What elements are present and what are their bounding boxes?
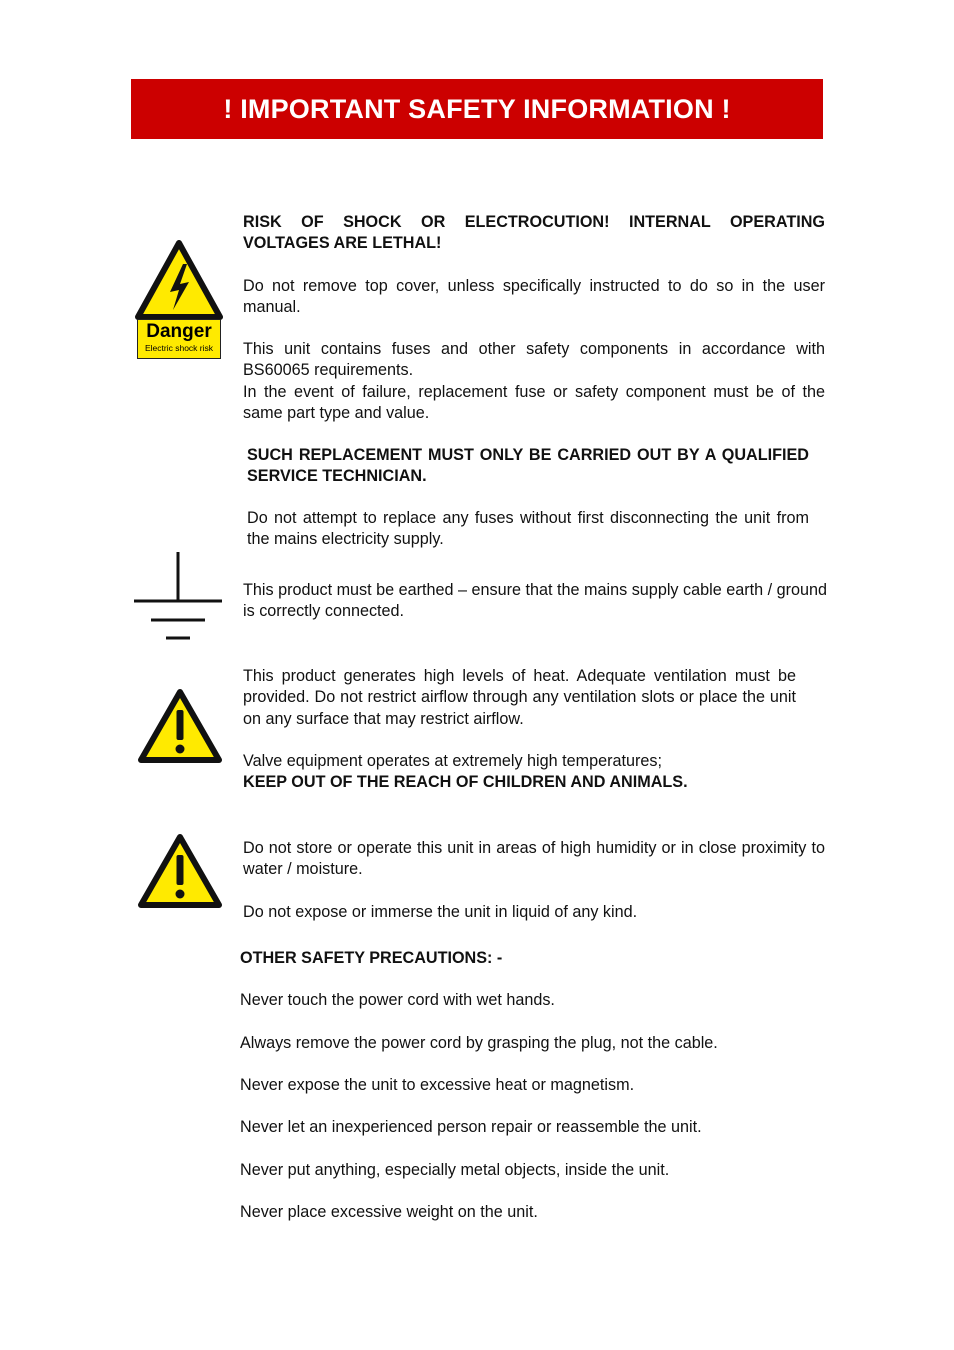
- shock-heading: RISK OF SHOCK OR ELECTROCUTION! INTERNAL OPERATING VOLTAGES ARE LETHAL!: [243, 213, 825, 253]
- heat-temperature-note: Valve equipment operates at extremely high temperatures;: [243, 752, 663, 770]
- high-voltage-warning-icon: [135, 240, 223, 320]
- shock-paragraph-disconnect: Do not attempt to replace any fuses without first disconnecting the unit from the mains electricity supply.: [247, 509, 809, 549]
- shock-paragraph-cover: Do not remove top cover, unless specifically instructed to do so in the user manual.: [243, 277, 825, 317]
- moisture-paragraph: Do not store or operate this unit in areas of high humidity or in close proximity to water / moisture.: [243, 839, 825, 879]
- list-item: Always remove the power cord by grasping the plug, not the cable.: [240, 1034, 718, 1052]
- heat-children-warning: KEEP OUT OF THE REACH OF CHILDREN AND ANIMALS.: [243, 773, 688, 791]
- danger-sign-subtitle: Electric shock risk: [144, 343, 213, 353]
- moisture-immerse-note: Do not expose or immerse the unit in liquid of any kind.: [243, 903, 638, 921]
- list-item: Never touch the power cord with wet hands.: [240, 991, 555, 1009]
- shock-heading-technician: SUCH REPLACEMENT MUST ONLY BE CARRIED OUT BY A QUALIFIED SERVICE TECHNICIAN.: [247, 446, 809, 486]
- caution-warning-icon: [137, 833, 223, 909]
- danger-sign-label: [137, 319, 221, 359]
- other-precautions-heading: OTHER SAFETY PRECAUTIONS: -: [240, 949, 503, 967]
- earth-paragraph: This product must be earthed – ensure that the mains supply cable earth / ground is correctly connected.: [243, 581, 827, 621]
- shock-paragraph-fuses: This unit contains fuses and other safety components in accordance with BS60065 requirements.: [243, 340, 825, 380]
- list-item: Never put anything, especially metal objects, inside the unit.: [240, 1161, 670, 1179]
- list-item: Never expose the unit to excessive heat or magnetism.: [240, 1076, 635, 1094]
- shock-paragraph-failure: In the event of failure, replacement fuse or safety component must be of the same part type and value.: [243, 383, 825, 423]
- danger-sign-title: Danger: [146, 321, 212, 342]
- earth-ground-icon: [134, 552, 224, 644]
- page-title: ! IMPORTANT SAFETY INFORMATION !: [131, 79, 823, 139]
- caution-warning-icon: [137, 688, 223, 764]
- list-item: Never let an inexperienced person repair or reassemble the unit.: [240, 1118, 702, 1136]
- list-item: Never place excessive weight on the unit.: [240, 1203, 538, 1221]
- heat-paragraph: This product generates high levels of heat. Adequate ventilation must be provided. Do not restrict airflow through any ventilation slots or place the unit on any surface that may restrict airflow.: [243, 667, 796, 728]
